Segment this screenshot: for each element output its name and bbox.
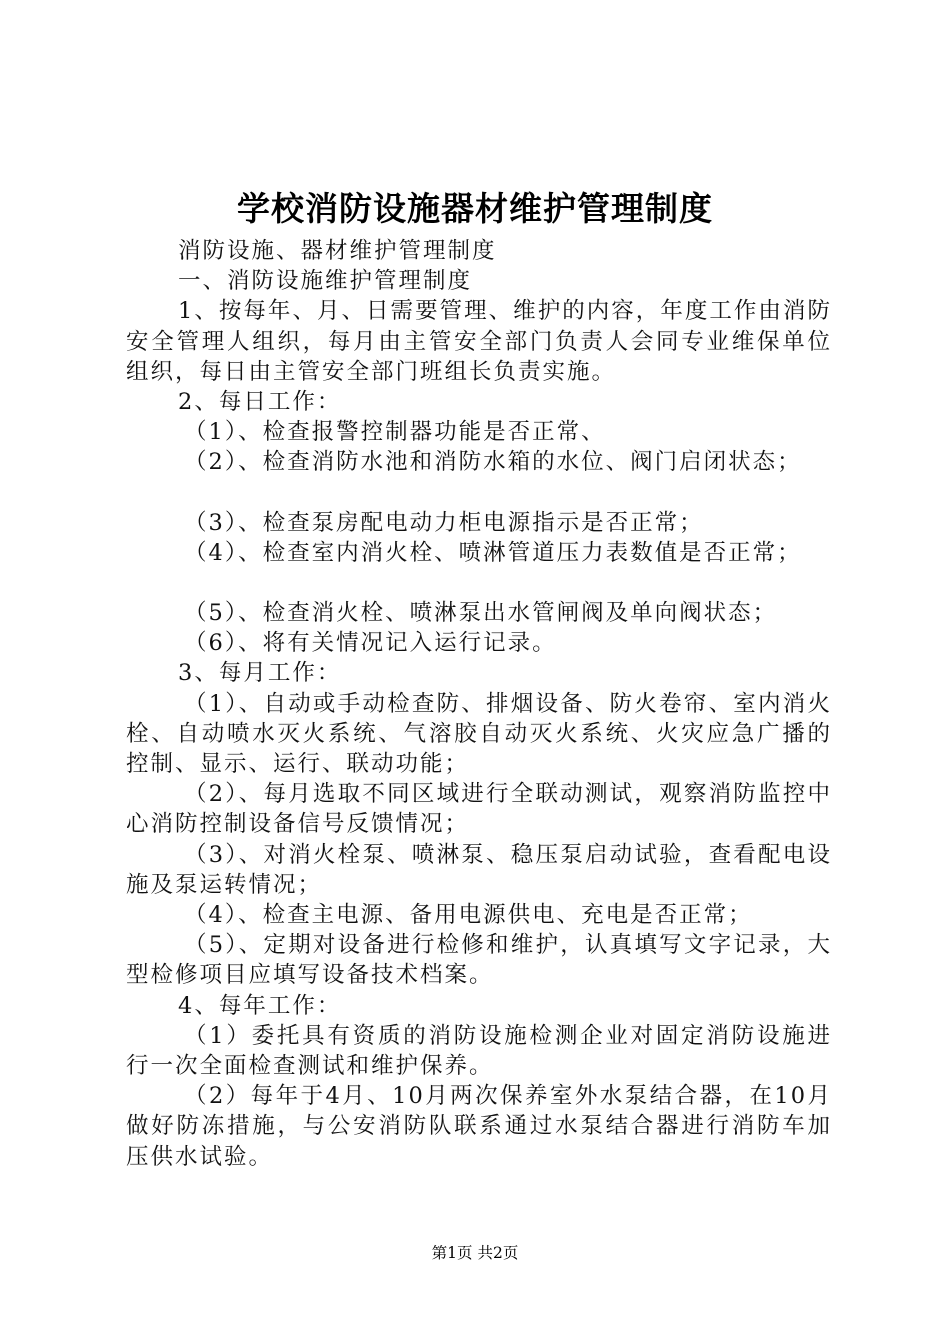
paragraph-yearly-1: （1）委托具有资质的消防设施检测企业对固定消防设施进行一次全面检查测试和维护保养。 (126, 1022, 832, 1080)
paragraph-item-1: 1、按每年、月、日需要管理、维护的内容，年度工作由消防安全管理人组织，每月由主管安全部门负责人会同专业维保单位组织，每日由主管安全部门班组长负责实施。 (126, 298, 832, 385)
paragraph-daily-2: （2）、检查消防水池和消防水箱的水位、阀门启闭状态； (184, 449, 802, 476)
paragraph-yearly-2: （2）每年于4月、10月两次保养室外水泵结合器，在10月做好防冻措施，与公安消防队联系通过水泵结合器进行消防车加压供水试验。 (126, 1083, 832, 1170)
blank-line (126, 478, 832, 508)
page-number-footer: 第1页 共2页 (431, 1244, 519, 1262)
blank-line (126, 568, 832, 598)
paragraph-monthly-1: （1）、自动或手动检查防、排烟设备、防火卷帘、室内消火栓、自动喷水灭火系统、气溶胶自动灭火系统、火灾应急广播的控制、显示、运行、联动功能； (126, 690, 832, 778)
paragraph-monthly-2: （2）、每月选取不同区域进行全联动测试，观察消防监控中心消防控制设备信号反馈情况； (126, 781, 832, 838)
paragraph-subtitle: 消防设施、器材维护管理制度 (178, 238, 497, 264)
document-title: 学校消防设施器材维护管理制度 (237, 189, 713, 228)
paragraph-section-heading: 一、消防设施维护管理制度 (178, 268, 473, 295)
paragraph-daily-1: （1）、检查报警控制器功能是否正常、 (184, 419, 606, 446)
paragraph-monthly-5: （5）、定期对设备进行检修和维护，认真填写文字记录，大型检修项目应填写设备技术档案。 (126, 932, 832, 989)
paragraph-daily-3: （3）、检查泵房配电动力柜电源指示是否正常； (184, 509, 704, 536)
paragraph-monthly-3: （3）、对消火栓泵、喷淋泵、稳压泵启动试验，查看配电设施及泵运转情况； (126, 841, 832, 898)
paragraph-monthly-4: （4）、检查主电源、备用电源供电、充电是否正常； (184, 902, 753, 929)
paragraph-monthly-heading: 3、每月工作： (178, 660, 342, 687)
paragraph-daily-6: （6）、将有关情况记入运行记录。 (184, 630, 557, 657)
paragraph-yearly-heading: 4、每年工作： (178, 992, 342, 1019)
paragraph-daily-5: （5）、检查消火栓、喷淋泵出水管闸阀及单向阀状态； (184, 600, 778, 627)
paragraph-daily-4: （4）、检查室内消火栓、喷淋管道压力表数值是否正常； (184, 539, 802, 566)
paragraph-daily-heading: 2、每日工作： (178, 389, 342, 416)
document-body (126, 236, 832, 1172)
